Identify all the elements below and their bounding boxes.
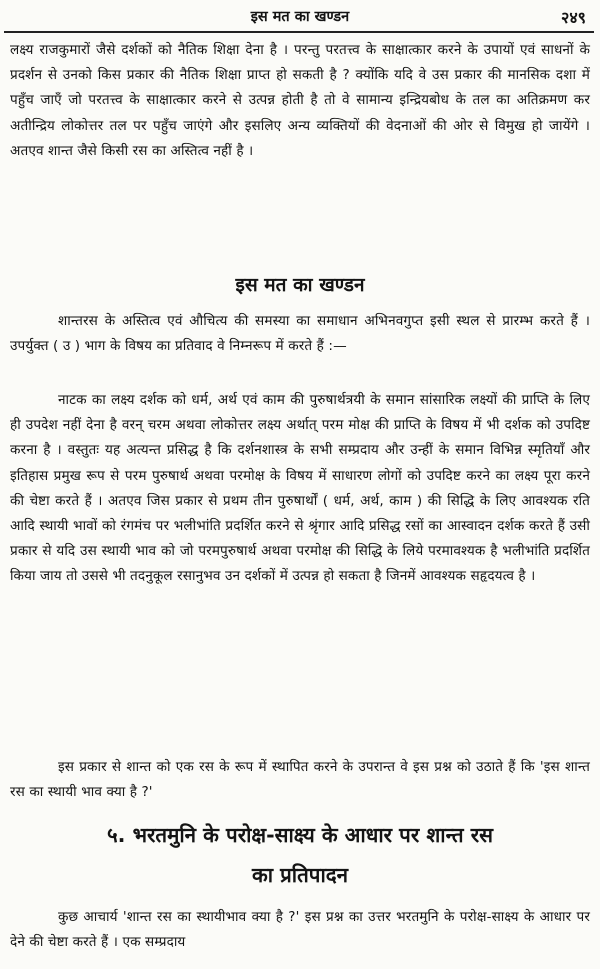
page-number: २४९ — [561, 8, 586, 27]
paragraph-closing: कुछ आचार्य 'शान्त रस का स्थायीभाव क्या है ?' इस प्रश्न का उत्तर भरतमुनि के परोक्ष-साक्ष्य के आधार पर देने की चेष्टा करते हैं । एक सम्प्रदाय — [10, 909, 590, 951]
running-title: इस मत का खण्डन — [250, 9, 350, 25]
chapter-heading-line1: ५. भरतमुनि के परोक्ष-साक्ष्य के आधार पर शान्त रस — [107, 823, 493, 847]
paragraph-question: इस प्रकार से शान्त को एक रस के रूप में स्थापित करने के उपरान्त वे इस प्रश्न को उठाते हैं कि 'इस शान्त रस का स्थायी भाव क्या है ?' — [10, 759, 590, 801]
paragraph-intro: लक्ष्य राजकुमारों जैसे दर्शकों को नैतिक शिक्षा देना है । परन्तु परतत्त्व के साक्षात्कार करने के उपायों एवं साधनों के प्रदर्शन से उनको किस प्रकार की नैतिक शिक्षा प्राप्त हो सकती है ? क्योंकि यदि वे उस प्रकार की मानसिक दशा में पहुँच जाएँ जो परतत्त्व के साक्षात्कार करने से उत्पन्न होती है तो वे सामान्य इन्द्रियबोध के तल का अतिक्रमण कर अतीन्द्रिय लोकोत्तर तल पर पहुँच जाएंगे और इसलिए अन्य व्यक्तियों की वेदनाओं की ओर से विमुख हो जायेंगे । अतएव शान्त जैसे किसी रस का अस्तित्व नहीं है । — [10, 42, 590, 159]
header-rule — [4, 31, 594, 33]
paragraph-main-argument: नाटक का लक्ष्य दर्शक को धर्म, अर्थ एवं काम की पुरुषार्थत्रयी के समान सांसारिक लक्ष्यों की प्राप्ति के लिए ही उपदेश नहीं देना है वरन् चरम अथवा लोकोत्तर लक्ष्य अर्थात् परम मोक्ष की प्राप्ति के विषय में भी दर्शक को उपदिष्ट करना है । वस्तुतः यह अत्यन्त प्रसिद्ध है कि दर्शनशास्त्र के सभी सम्प्रदाय और उन्हीं के समान विभिन्न स्मृतियाँ और इतिहास प्रमुख रूप से परम पुरुषार्थ अथवा परमोक्ष के विषय में साधारण लोगों को उपदिष्ट करने का लक्ष्य पूरा करने की चेष्टा करते हैं । अतएव जिस प्रकार से प्रथम तीन पुरुषार्थों ( धर्म, अर्थ, काम ) की सिद्धि के लिए आवश्यक रति आदि स्थायी भावों को रंगमंच पर भलीभांति प्रदर्शित करने से श्रृंगार आदि प्रसिद्ध रसों का आस्वादन दर्शक करते हैं उसी प्रकार से यदि उस स्थायी भाव को जो परमपुरुषार्थ अथवा परमोक्ष की सिद्धि के लिये परमावश्यक है भलीभांति प्रदर्शित किया जाय तो उससे भी तदनुकूल रसानुभव उन दर्शकों में उत्पन्न हो सकता है जिनमें आवश्यक सहृदयत्व है । — [10, 392, 590, 585]
chapter-heading-line2: का प्रतिपादन — [251, 863, 349, 887]
section-heading: इस मत का खण्डन — [235, 274, 365, 296]
paragraph-rebuttal-intro: शान्तरस के अस्तित्व एवं औचित्य की समस्या का समाधान अभिनवगुप्त इसी स्थल से प्रारम्भ करते हैं । उपर्युक्त ( उ ) भाग के विषय का प्रतिवाद वे निम्नरूप में करते हैं :— — [10, 313, 590, 355]
page-header — [0, 6, 600, 32]
